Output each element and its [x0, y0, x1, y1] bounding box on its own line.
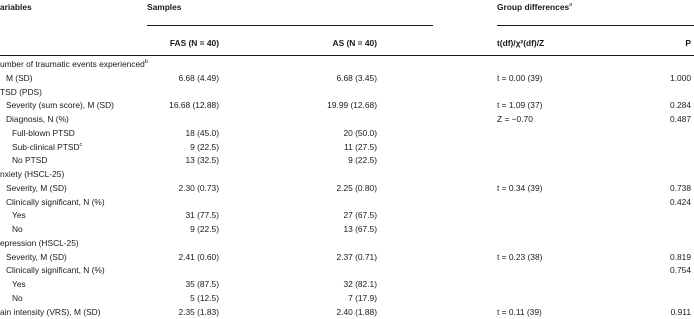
as-value: 2.25 (0.80)	[336, 182, 377, 193]
row-label	[6, 251, 67, 264]
table-row	[0, 58, 694, 71]
footnote-mark: c	[79, 141, 83, 148]
samples-underline	[147, 25, 433, 26]
row-label	[0, 58, 148, 71]
table-row	[0, 154, 694, 167]
table-row	[0, 141, 694, 154]
fas-value: 16.68 (12.88)	[169, 100, 219, 111]
fas-value: 9 (22.5)	[190, 224, 219, 234]
row-label-text: Severity (sum score), M (SD)	[6, 100, 114, 111]
fas-column-header: FAS (N = 40)	[169, 38, 219, 48]
fas-value: 9 (22.5)	[190, 141, 219, 152]
as-value: 11 (27.5)	[344, 141, 377, 152]
statistic-value: Z = −0.70	[497, 114, 533, 124]
row-label-text: TSD (PDS)	[0, 86, 42, 97]
as-value: 2.37 (0.71)	[336, 251, 377, 262]
table-row	[0, 113, 694, 126]
group-differences-footnote-mark: a	[569, 2, 573, 9]
p-column-header: P	[685, 38, 691, 48]
row-label	[12, 154, 47, 167]
statistic-value: t = 0.11 (39)	[497, 306, 542, 317]
fas-value: 5 (12.5)	[190, 292, 219, 303]
as-value: 32 (82.1)	[343, 279, 377, 289]
table-row	[0, 182, 694, 195]
table-row	[0, 292, 694, 305]
header-bottom-rule	[0, 55, 694, 56]
row-label	[12, 223, 23, 236]
row-label-text: Sub-clinical PTSD	[12, 141, 80, 152]
fas-value: 35 (87.5)	[185, 279, 219, 289]
row-label-text: umber of traumatic events experienced	[0, 59, 145, 69]
as-value: 19.99 (12.68)	[327, 100, 377, 111]
row-label-text: Yes	[12, 210, 26, 221]
p-value: 0.754	[670, 265, 691, 276]
row-label	[6, 264, 105, 277]
table-row	[0, 237, 694, 250]
p-value: 0.284	[670, 100, 691, 111]
table-row	[0, 168, 694, 181]
row-label-text: epression (HSCL-25)	[0, 237, 79, 248]
row-label-text: Clinically significant, N (%)	[6, 265, 105, 276]
p-value: 1.000	[670, 72, 691, 83]
group-differences-label: Group differences	[497, 2, 570, 12]
fas-value: 6.68 (4.49)	[178, 72, 219, 83]
row-label-text: No	[12, 292, 23, 303]
row-label-text: Severity, M (SD)	[6, 251, 67, 262]
as-value: 20 (50.0)	[343, 127, 377, 138]
table-row	[0, 251, 694, 264]
row-label	[0, 168, 64, 181]
fas-value: 13 (32.5)	[185, 155, 219, 166]
statistic-value: t = 0.34 (39)	[497, 182, 543, 193]
row-label	[12, 292, 23, 305]
fas-value: 2.41 (0.60)	[178, 251, 219, 262]
row-label-text: Severity, M (SD)	[6, 182, 67, 193]
row-label-text: Full-blown PTSD	[12, 127, 75, 138]
row-label-text: No	[12, 224, 23, 234]
group-differences-underline	[497, 25, 694, 26]
variables-header: ariables	[0, 2, 32, 12]
row-label	[6, 113, 69, 126]
as-value: 27 (67.5)	[343, 210, 377, 221]
row-label-text: Clinically significant, N (%)	[6, 196, 105, 207]
p-value: 0.911	[670, 306, 691, 317]
row-label	[0, 306, 101, 319]
table-row	[0, 223, 694, 236]
as-value: 2.40 (1.88)	[336, 306, 377, 317]
p-value: 0.424	[670, 196, 691, 207]
p-value: 0.487	[670, 114, 691, 124]
row-label	[12, 278, 26, 291]
group-differences-header	[497, 2, 572, 12]
p-value: 0.819	[670, 251, 691, 262]
table-row	[0, 72, 694, 85]
row-label-text: No PTSD	[12, 155, 48, 166]
p-value: 0.738	[670, 182, 691, 193]
row-label	[6, 196, 105, 209]
fas-value: 31 (77.5)	[185, 210, 219, 221]
samples-header: Samples	[147, 2, 182, 12]
fas-value: 2.30 (0.73)	[178, 182, 219, 193]
row-label	[6, 72, 33, 85]
statistic-column-header: t(df)/χ²(df)/Z	[497, 38, 545, 48]
row-label	[12, 141, 82, 154]
table-row	[0, 99, 694, 112]
as-value: 13 (67.5)	[343, 224, 377, 234]
as-value: 9 (22.5)	[348, 155, 377, 166]
table-row	[0, 209, 694, 222]
row-label-text: nxiety (HSCL-25)	[0, 169, 65, 179]
as-value: 6.68 (3.45)	[336, 72, 377, 83]
statistic-value: t = 0.00 (39)	[497, 72, 543, 83]
row-label	[6, 99, 114, 112]
statistic-value: t = 0.23 (38)	[497, 251, 543, 262]
table-row	[0, 278, 694, 291]
as-value: 7 (17.9)	[348, 292, 377, 303]
as-column-header: AS (N = 40)	[332, 38, 377, 48]
row-label	[12, 209, 26, 222]
table-row	[0, 196, 694, 209]
row-label	[6, 182, 67, 195]
table-row	[0, 86, 694, 99]
fas-value: 18 (45.0)	[185, 127, 219, 138]
row-label	[12, 127, 75, 140]
row-label-text: M (SD)	[6, 72, 33, 83]
row-label-text: Diagnosis, N (%)	[6, 114, 69, 124]
table-row	[0, 306, 694, 319]
row-label-text: Yes	[12, 279, 26, 289]
row-label-text: ain intensity (VRS), M (SD)	[0, 306, 101, 317]
row-label	[0, 86, 42, 99]
footnote-mark: b	[144, 59, 148, 66]
table-row	[0, 264, 694, 277]
table-row	[0, 127, 694, 140]
statistic-value: t = 1.09 (37)	[497, 100, 543, 111]
row-label	[0, 237, 79, 250]
fas-value: 2.35 (1.83)	[178, 306, 219, 317]
